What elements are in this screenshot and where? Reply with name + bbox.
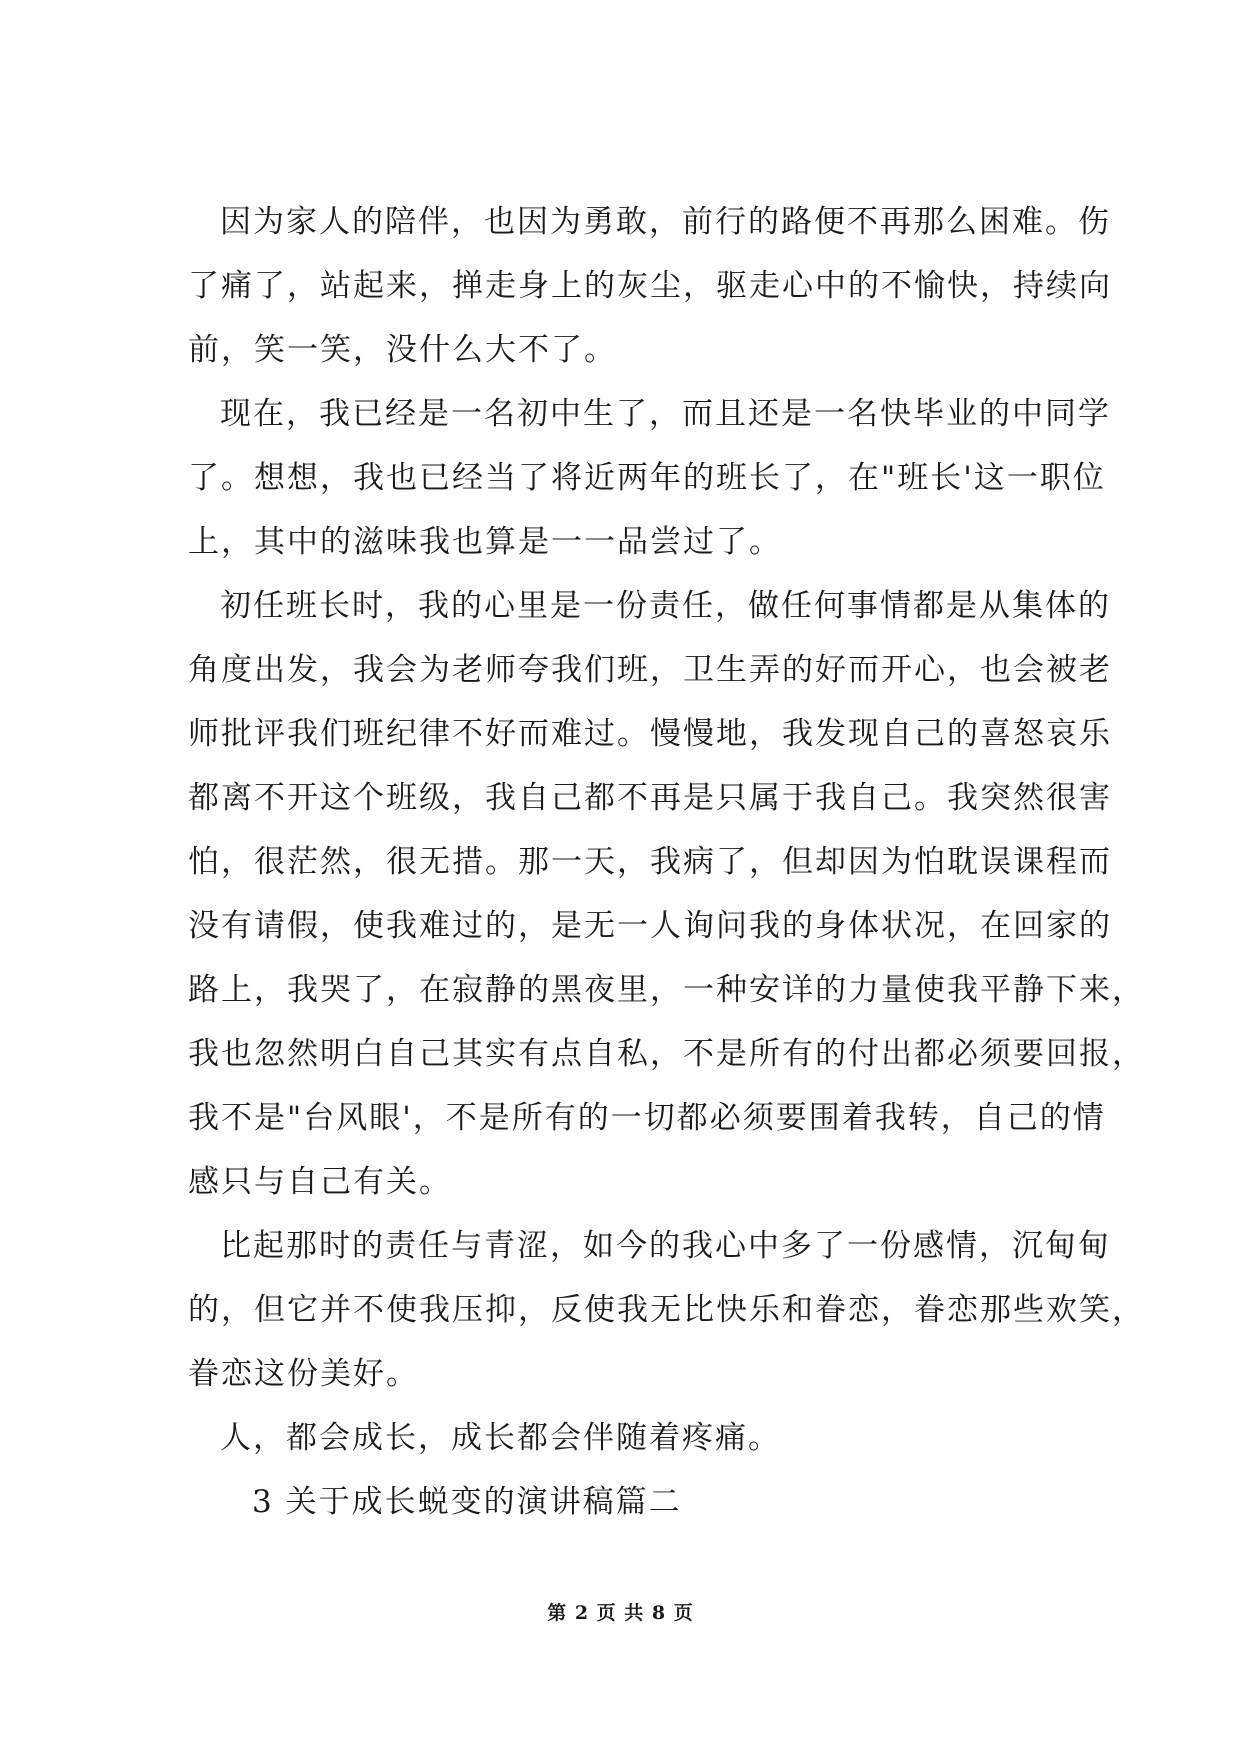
text-line: 前，笑一笑，没什么大不了。	[188, 332, 617, 368]
text-line: 初任班长时，我的心里是一份责任，做任何事情都是从集体的	[220, 588, 1111, 624]
paragraph-class-monitor	[156, 382, 1111, 574]
paragraph-first-term	[156, 574, 1145, 1214]
text-line: 比起那时的责任与青涩，如今的我心中多了一份感情，沉甸甸	[220, 1228, 1111, 1264]
text-line: 我不是"台风眼'，不是所有的一切都必须要围着我转，自己的情	[188, 1100, 1106, 1136]
text-line: 师批评我们班纪律不好而难过。慢慢地，我发现自己的喜怒哀乐	[188, 716, 1112, 752]
text-line: 的，但它并不使我压抑，反使我无比快乐和眷恋，眷恋那些欢笑，	[188, 1292, 1145, 1328]
text-line: 现在，我已经是一名初中生了，而且还是一名快毕业的中同学	[220, 396, 1111, 432]
text-line: 我也忽然明白自己其实有点自私，不是所有的付出都必须要回报，	[188, 1036, 1145, 1072]
text-line: 了。想想，我也已经当了将近两年的班长了，在"班长'这一职位	[188, 460, 1106, 496]
text-line: 路上，我哭了，在寂静的黑夜里，一种安详的力量使我平静下来，	[188, 972, 1145, 1008]
text-line: 上，其中的滋味我也算是一一品尝过了。	[188, 524, 782, 560]
paragraph-feelings-now	[156, 1214, 1145, 1406]
section-heading: 3 关于成长蜕变的演讲稿篇二	[252, 1484, 682, 1520]
text-line: 了痛了，站起来，掸走身上的灰尘，驱走心中的不愉快，持续向	[188, 268, 1112, 304]
text-line: 感只与自己有关。	[188, 1164, 452, 1200]
text-line: 没有请假，使我难过的，是无一人询问我的身体状况，在回家的	[188, 908, 1112, 944]
text-line: 角度出发，我会为老师夸我们班，卫生弄的好而开心，也会被老	[188, 652, 1112, 688]
document-body	[156, 190, 1145, 1534]
paragraph-family-courage	[156, 190, 1112, 382]
section-heading-block	[156, 1470, 1086, 1534]
text-line: 人，都会成长，成长都会伴随着疼痛。	[220, 1420, 781, 1456]
text-line: 眷恋这份美好。	[188, 1356, 419, 1392]
page-number-footer: 第 2 页 共 8 页	[547, 1602, 694, 1624]
text-line: 因为家人的陪伴，也因为勇敢，前行的路便不再那么困难。伤	[220, 204, 1111, 240]
paragraph-growth-pain	[156, 1406, 1086, 1470]
text-line: 怕，很茫然，很无措。那一天，我病了，但却因为怕耽误课程而	[188, 844, 1112, 880]
text-line: 都离不开这个班级，我自己都不再是只属于我自己。我突然很害	[188, 780, 1112, 816]
